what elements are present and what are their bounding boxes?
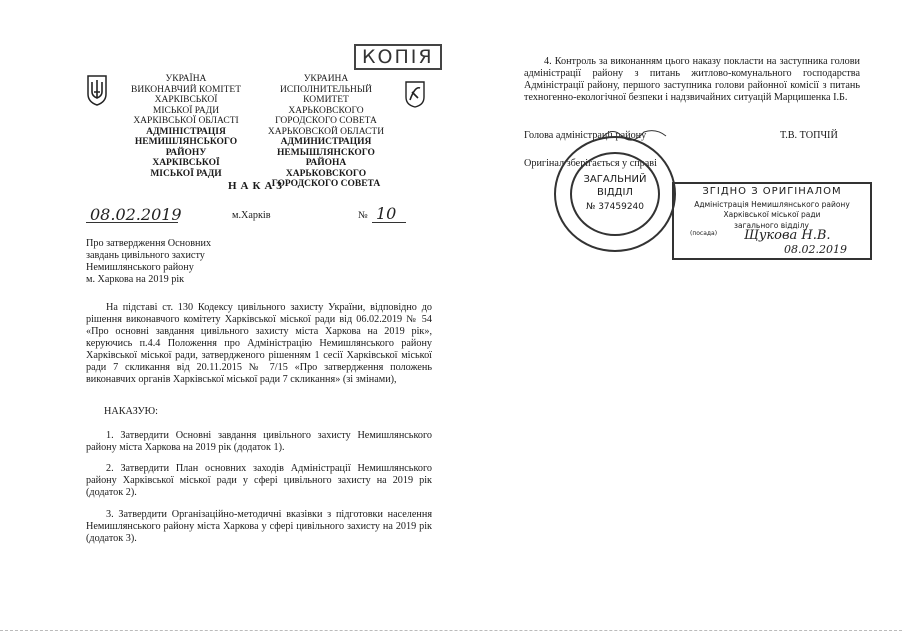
order-word: НАКАЗУЮ: (104, 406, 158, 417)
original-note: Оригінал зберігається у справі (524, 158, 657, 169)
document-type: НАКАЗ (228, 180, 286, 192)
approval-stamp-role: загального відділу (734, 221, 809, 230)
signature-title: Голова адміністрації району (524, 130, 647, 141)
round-stamp-subtitle: ВІДДІЛ (597, 187, 633, 198)
date-underline (86, 222, 178, 223)
city-emblem-icon (404, 80, 426, 108)
order-item-1: 1. Затвердити Основні завдання цивільного захисту Немишлянського району міста Харкова на 2019 рік (додаток 1). (86, 430, 432, 453)
scan-edge-line (0, 630, 902, 631)
approval-stamp-date: 08.02.2019 (784, 243, 847, 256)
intro-paragraph: На підставі ст. 130 Кодексу цивільного захисту України, відповідно до рішення виконавчого комітету Харківської міської ради від 06.02.2019 № 54 «Про основні завдання цивільного захисту міста Харкова на 2019 рік», керуючись п.4.4 Положення про Адміністрацію Немишлянського району Харківської міської ради, затвердженого рішенням 1 сесії Харківської міської ради 7 скликання від 20.11.2015 № 7/15 «Про затвердження положень виконавчих органів Харківської міської ради 7 скликання» (зі змінами), (86, 302, 432, 385)
approval-stamp-title: ЗГІДНО З ОРИГІНАЛОМ (702, 186, 842, 197)
city: м.Харків (232, 210, 271, 221)
approval-stamp-signature: Щукова Н.В. (744, 228, 831, 243)
order-item-3: 3. Затвердити Організаційно-методичні вказівки з підготовки населення Немишлянського району міста Харкова у сфері цивільного захисту на 2019 рік (додаток 3). (86, 509, 432, 544)
subject: Про затвердження Основних завдань цивільного захисту Немишлянського району м. Харкова на 2019 рік (86, 238, 212, 285)
coat-of-arms-icon (86, 74, 108, 106)
approval-stamp (672, 182, 872, 260)
approval-stamp-line2: Харківської міської ради (723, 210, 821, 219)
signature-name: Т.В. ТОПЧІЙ (780, 130, 838, 141)
order-number: 10 (376, 204, 397, 223)
order-item-2: 2. Затвердити План основних заходів Адміністрації Немишлянського району Харківської міської ради у сфері цивільного захисту на 2019 рік (додаток 2). (86, 463, 432, 498)
order-item-4: 4. Контроль за виконанням цього наказу покласти на заступника голови адміністрації району з питань житлово-комунального господарства Адміністрації району, першого заступника голови районної комісії з питань техногенно-екологічної безпеки і надзвичайних ситуацій Марцишенка І.Б. (524, 56, 860, 103)
round-stamp (554, 136, 676, 252)
round-stamp-code: № 37459240 (585, 202, 645, 212)
approval-stamp-line1: Адміністрація Немишлянського району (694, 200, 850, 209)
round-stamp-title: ЗАГАЛЬНИЙ (583, 174, 647, 185)
copy-stamp: КОПІЯ (354, 44, 442, 70)
approval-stamp-role-caption: (посада) (690, 230, 718, 237)
number-label: № (358, 210, 368, 221)
number-underline (372, 222, 406, 223)
order-date: 08.02.2019 (90, 205, 182, 224)
header-right: УКРАИНА ИСПОЛНИТЕЛЬНЫЙ КОМИТЕТ ХАРЬКОВСКОГО ГОРОДСКОГО СОВЕТА ХАРЬКОВСКОЙ ОБЛАСТИ АДМИНИСТРАЦИЯ НЕМЫШЛЯНСКОГО РАЙОНА ХАРЬКОВСКОГО ГОРОДСКОГО СОВЕТА (267, 74, 385, 189)
header-left: УКРАЇНА ВИКОНАВЧИЙ КОМІТЕТ ХАРКІВСЬКОЇ МІСЬКОЇ РАДИ ХАРКІВСЬКОЇ ОБЛАСТІ АДМІНІСТРАЦІЯ НЕМИШЛЯНСЬКОГО РАЙОНУ ХАРКІВСЬКОЇ МІСЬКОЇ РАДИ (131, 74, 241, 179)
